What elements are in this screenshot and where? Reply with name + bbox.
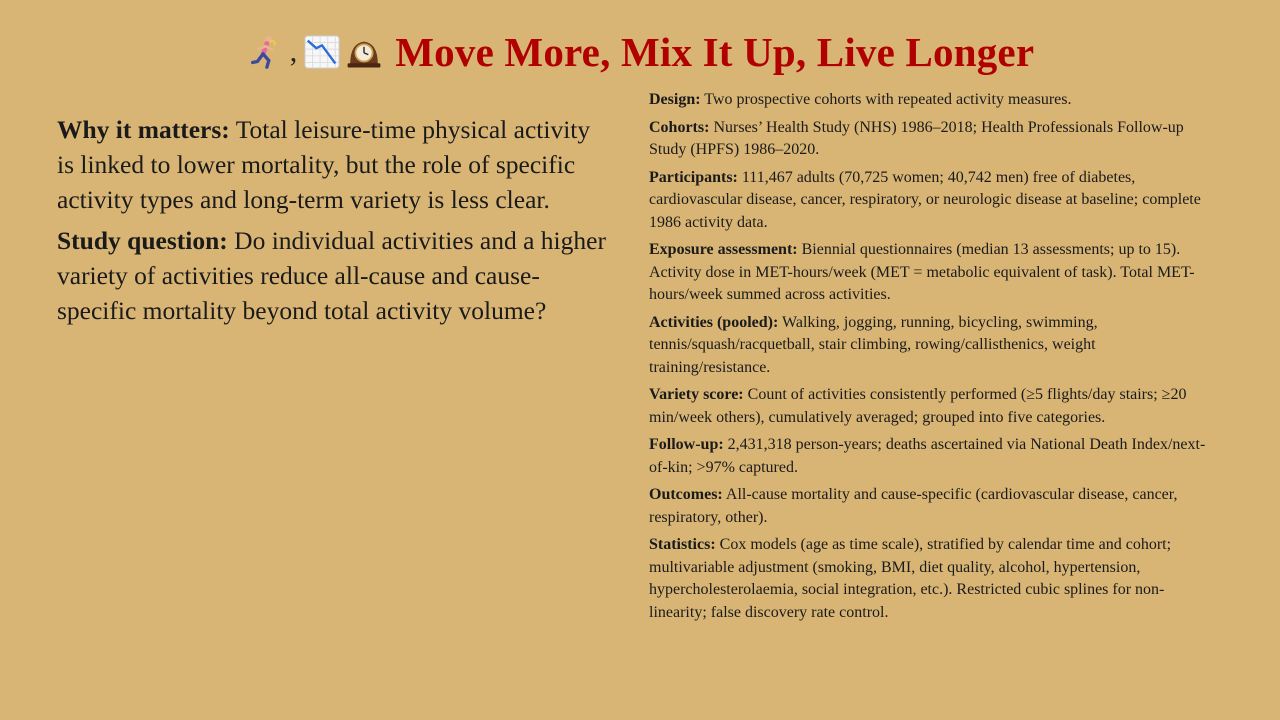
chart-decreasing-icon xyxy=(303,32,341,72)
variety-label: Variety score: xyxy=(649,386,744,403)
study-question-label: Study question: xyxy=(57,226,228,255)
statistics-text: Cox models (age as time scale), stratified by calendar time and cohort; multivariable adjustment (smoking, BMI, diet quality, alcohol, hypertension, hypercholesterolaemia, social integration, etc.). Restricted cubic splines for non-linearity; false discovery rate control. xyxy=(649,536,1172,621)
title-row xyxy=(0,22,1280,82)
activities-paragraph xyxy=(649,312,1209,380)
why-it-matters-paragraph xyxy=(57,112,612,217)
activities-text: Walking, jogging, running, bicycling, swimming, tennis/squash/racquetball, stair climbing, rowing/callisthenics, weight training/resistance. xyxy=(649,313,1098,376)
activities-label: Activities (pooled): xyxy=(649,313,779,331)
title-separator: , xyxy=(289,35,298,68)
statistics-paragraph xyxy=(649,534,1209,624)
design-paragraph xyxy=(649,89,1209,112)
exposure-text: Biennial questionnaires (median 13 assessments; up to 15). Activity dose in MET-hours/week (MET = metabolic equivalent of task). Total MET-hours/week summed across activities. xyxy=(649,241,1195,303)
mantelpiece-clock-icon xyxy=(345,32,383,72)
followup-paragraph xyxy=(649,434,1209,479)
cohorts-label: Cohorts: xyxy=(649,118,710,136)
design-text: Two prospective cohorts with repeated activity measures. xyxy=(700,91,1072,108)
participants-paragraph xyxy=(649,167,1209,235)
participants-label: Participants: xyxy=(649,168,738,186)
followup-text: 2,431,318 person-years; deaths ascertained via National Death Index/next-of-kin; >97% captured. xyxy=(649,436,1206,476)
exposure-label: Exposure assessment: xyxy=(649,241,798,258)
exposure-paragraph xyxy=(649,239,1209,307)
outcomes-paragraph xyxy=(649,484,1209,529)
why-it-matters-label: Why it matters: xyxy=(57,115,230,144)
statistics-label: Statistics: xyxy=(649,536,716,553)
cohorts-text: Nurses’ Health Study (NHS) 1986–2018; Health Professionals Follow-up Study (HPFS) 1986–2020. xyxy=(649,118,1184,158)
left-column xyxy=(57,112,612,334)
slide-title: Move More, Mix It Up, Live Longer xyxy=(395,29,1035,75)
running-person-icon xyxy=(246,32,284,72)
variety-text: Count of activities consistently performed (≥5 flights/day stairs; ≥20 min/week others), cumulatively averaged; grouped into five categories. xyxy=(649,386,1187,426)
variety-paragraph xyxy=(649,384,1209,429)
why-it-matters-text: Total leisure-time physical activity is linked to lower mortality, but the role of specific activity types and long-term variety is less clear. xyxy=(57,115,591,214)
design-label: Design: xyxy=(649,91,701,108)
study-question-paragraph xyxy=(57,223,612,328)
title-emoji-group xyxy=(246,32,384,72)
cohorts-paragraph xyxy=(649,117,1209,162)
followup-label: Follow-up: xyxy=(649,436,724,453)
outcomes-text: All-cause mortality and cause-specific (cardiovascular disease, cancer, respiratory, other). xyxy=(649,486,1178,526)
study-question-text: Do individual activities and a higher variety of activities reduce all-cause and cause-specific mortality beyond total activity volume? xyxy=(57,226,606,325)
participants-text: 111,467 adults (70,725 women; 40,742 men) free of diabetes, cardiovascular disease, cancer, respiratory, or neurologic disease at baseline; complete 1986 activity data. xyxy=(649,168,1201,231)
outcomes-label: Outcomes: xyxy=(649,486,723,503)
right-column xyxy=(649,89,1209,629)
